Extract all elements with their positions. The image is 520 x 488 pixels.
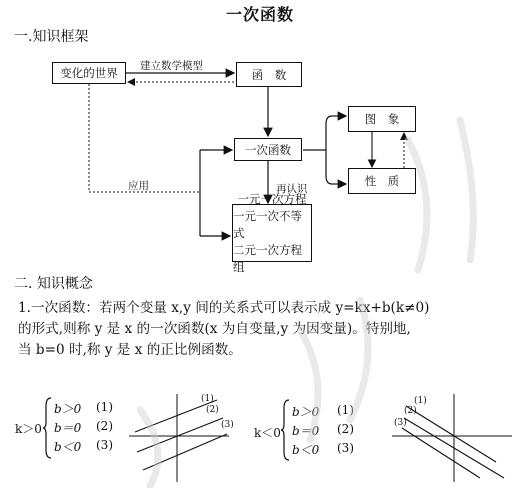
box-changing-world: 变化的世界 [52,62,126,84]
graph-pos-label-1: (1) [201,394,214,404]
apply-path [89,84,200,192]
line-b-zero [137,418,223,452]
definition-line-3: 当 b=0 时,称 y 是 x 的正比例函数。 [18,342,242,358]
box-linear-function: 一次函数 [234,138,302,161]
cond-pos-3: b＜0 [54,440,82,454]
num-pos-1: (1) [96,400,113,414]
page-title: 一次函数 [225,5,294,24]
cond-neg-3: b＜0 [292,443,320,457]
k-positive-label: k＞0 [15,422,42,436]
box-property: 性 质 [348,168,416,194]
graph-neg-label-1: (1) [414,396,427,406]
equation-system-line: 二元一次方程组 [233,242,302,274]
line-b-negative [143,434,227,470]
cond-neg-1: b＞0 [292,405,320,419]
num-neg-2: (2) [337,422,354,436]
inequality-line: 一元一次不等式 [233,208,302,240]
cond-neg-2: b＝0 [292,424,320,438]
num-neg-3: (3) [337,441,354,455]
section-heading-concepts: 二. 知识概念 [14,276,93,292]
graph-pos-label-3: (3) [221,420,234,430]
brace [326,116,332,184]
edge-label-apply: 应用 [128,180,149,192]
edge-label-recognize: 再认识 [276,183,308,195]
edge-label-model: 建立数学模型 [140,60,203,72]
definition-line-2: 的形式,则称 y 是 x 的一次函数(x 为自变量,y 为因变量)。特别地, [18,321,411,337]
graph-neg-label-3: (3) [394,418,407,428]
graph-neg-label-2: (2) [404,406,417,416]
graph-pos-label-2: (2) [206,405,219,415]
line-b-positive [135,400,217,432]
cond-pos-2: b＝0 [54,421,82,435]
k-negative-label: k＜0 [254,426,281,440]
box-equations [232,191,312,274]
equation-line: 一元一次方程 [237,191,307,206]
num-pos-2: (2) [96,419,113,433]
brace-left-negative [280,398,290,462]
box-function: 函 数 [236,62,302,87]
num-pos-3: (3) [96,438,113,452]
definition-line-1: 1.一次函数：若两个变量 x,y 间的关系式可以表示成 y=kx+b(k≠0) [18,300,430,316]
line-b-positive [406,406,496,462]
box-image: 图 象 [348,106,416,132]
brace-left-positive [42,396,52,460]
num-neg-1: (1) [337,403,354,417]
section-heading-framework: 一.知识框架 [14,29,89,45]
cond-pos-1: b＞0 [54,402,82,416]
